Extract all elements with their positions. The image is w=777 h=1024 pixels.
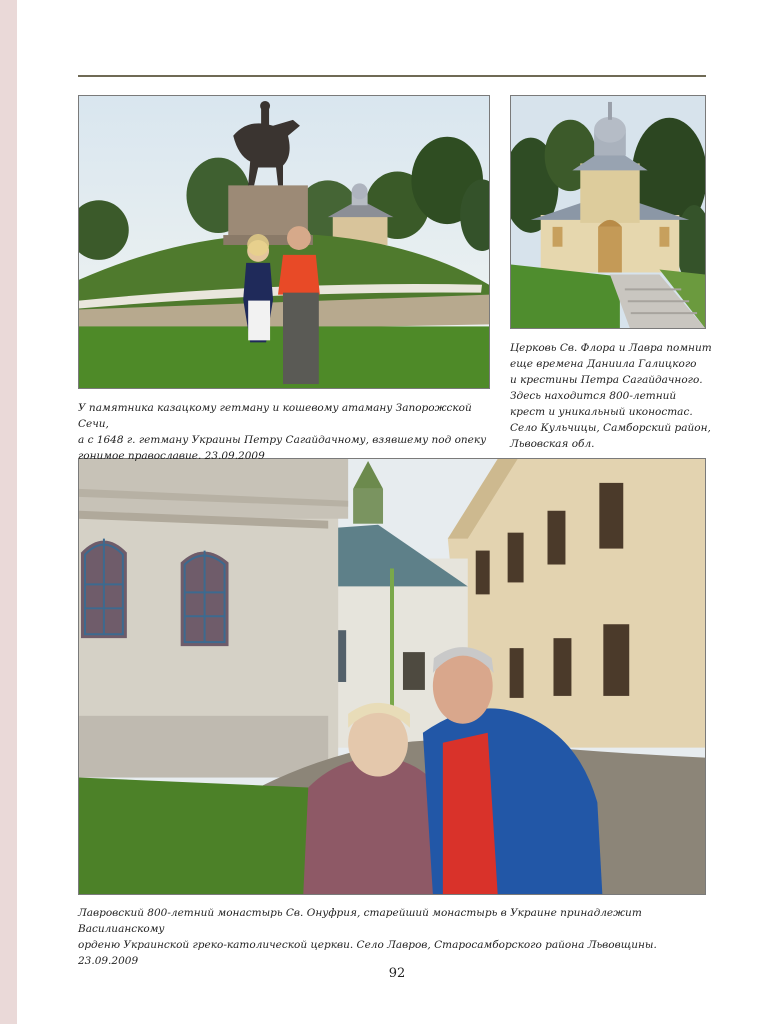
page-number: 92 (388, 966, 406, 981)
photo-monastery (78, 458, 706, 895)
caption-church: Церковь Св. Флора и Лавра помнит еще времена Даниила Галицкого и крестины Петра Сагайдачного. Здесь находится 800-летний крест и уникальный иконостас. Село Кульчицы, Самборский район, Львовская обл. (510, 342, 712, 450)
page-edge-strip (0, 0, 17, 1024)
header-rule (78, 75, 706, 77)
photo-monument (78, 95, 490, 389)
caption-monastery: Лавровский 800-летний монастырь Св. Онуфрия, старейший монастырь в Украине принадлежит Василианскому орденю Украинской греко-католической церкви. Село Лавров, Старосамборского района Львовщины. 23.09.2009 (78, 907, 657, 967)
caption-monument: У памятника казацкому гетману и кошевому атаману Запорожской Сечи, а с 1648 г. гетману Украины Петру Сагайдачному, взявшему под опеку гонимое православие. 23.09.2009 (78, 402, 487, 462)
photo-church (510, 95, 706, 329)
